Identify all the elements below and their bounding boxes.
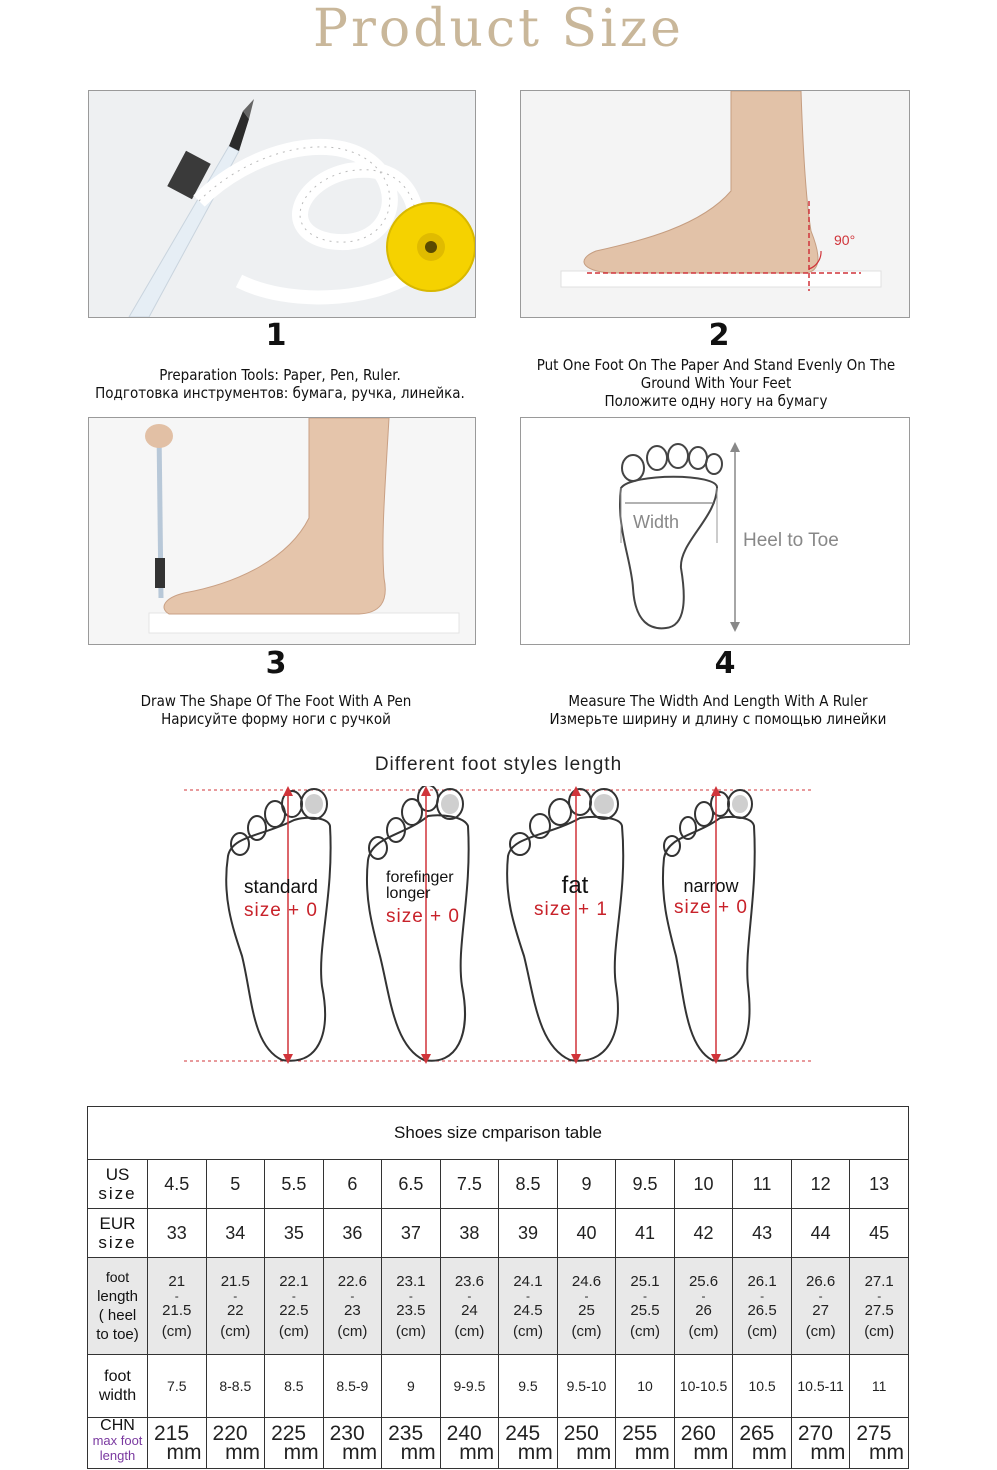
chn-size-cell [850,1418,909,1469]
foot-length-header [88,1258,148,1355]
length-dash: - [291,1288,296,1303]
length-to: 24.5 [513,1301,543,1319]
length-unit: (cm) [805,1322,836,1340]
foot-width-cell: 8.5-9 [323,1355,382,1418]
page-title: Product Size [313,0,684,59]
eur-size-cell: 37 [382,1209,441,1258]
step-1-text [40,366,520,402]
foot-length-cell [791,1258,850,1355]
foot-side-view-illustration [521,91,909,317]
foot-length-cell [733,1258,792,1355]
foot-measure-diagram [521,418,909,644]
us-label-bottom: size [98,1184,137,1203]
length-from: 26.6 [806,1272,836,1290]
step-3-number: 3 [265,646,287,681]
length-unit: (cm) [864,1322,895,1340]
length-from: 21 [168,1272,186,1290]
table-row-foot-width [88,1355,909,1418]
eur-size-cell: 36 [323,1209,382,1258]
foot-name-standard: standard [244,877,318,898]
table-row-us-size [88,1160,909,1209]
foot-length-cell [499,1258,558,1355]
chn-value: 225 [271,1422,307,1445]
length-from: 23.1 [396,1272,426,1290]
us-size-cell: 7.5 [440,1160,499,1209]
foot-outline-fat [504,786,634,1066]
length-dash: - [584,1288,589,1303]
foot-styles-guides [0,780,997,1080]
length-label-4: to toe) [96,1326,139,1343]
length-from: 25.1 [630,1272,660,1290]
length-from: 23.6 [454,1272,485,1290]
step-1-number: 1 [265,318,287,353]
us-size-cell: 6 [323,1160,382,1209]
length-from: 25.6 [688,1272,719,1290]
foot-name-fat: fat [561,872,589,899]
foot-length-cell [323,1258,382,1355]
foot-width-cell: 8.5 [265,1355,324,1418]
step-4-text [500,692,936,728]
drawing-foot-illustration [89,418,475,644]
length-from: 26.1 [747,1272,777,1290]
step-3-line-2: Нарисуйте форму ноги с ручкой [161,710,391,728]
step-4-line-2: Измерьте ширину и длину с помощью линейки [549,710,887,728]
step-4-image [520,417,910,645]
step-2-line-1: Put One Foot On The Paper And Stand Evenly On The [536,356,896,374]
chn-value: 215 [154,1422,190,1445]
chn-unit: mm [576,1441,612,1464]
chn-header [88,1418,148,1469]
chn-size-cell [323,1418,382,1469]
length-to: 25 [578,1301,595,1319]
us-size-cell: 6.5 [382,1160,441,1209]
length-dash: - [643,1288,648,1303]
eur-size-cell: 45 [850,1209,909,1258]
eur-size-cell: 40 [557,1209,616,1258]
length-to: 25.5 [630,1301,660,1319]
chn-size-cell [674,1418,733,1469]
chn-unit: mm [225,1441,261,1464]
length-dash: - [233,1288,238,1303]
length-to: 21.5 [162,1301,192,1319]
us-size-cell: 13 [850,1160,909,1209]
chn-unit: mm [693,1441,729,1464]
chn-size-cell [733,1418,792,1469]
length-dash: - [760,1288,765,1303]
step-2-line-2: Ground With Your Feet [640,374,792,392]
foot-length-cell [440,1258,499,1355]
length-from: 21.5 [220,1272,250,1290]
table-caption: Shoes size cmparison table [88,1107,909,1160]
step-4-line-1: Measure The Width And Length With A Ruler [568,692,868,710]
eur-size-cell: 33 [148,1209,207,1258]
length-dash: - [525,1288,530,1303]
foot-width-header [88,1355,148,1418]
foot-styles-title: Different foot styles length [374,754,623,775]
length-from: 22.6 [337,1272,367,1290]
chn-value: 220 [212,1422,248,1445]
length-unit: (cm) [454,1322,485,1340]
width-label-bottom: width [98,1387,137,1404]
chn-value: 260 [680,1422,716,1445]
foot-length-cell [148,1258,207,1355]
length-unit: (cm) [688,1322,719,1340]
length-to: 23.5 [396,1301,426,1319]
foot-length-cell [674,1258,733,1355]
eur-size-cell: 39 [499,1209,558,1258]
us-size-cell: 10 [674,1160,733,1209]
foot-outline-standard [222,786,342,1066]
foot-width-cell: 8-8.5 [206,1355,265,1418]
foot-width-cell: 9 [382,1355,441,1418]
chn-size-cell [148,1418,207,1469]
width-label-top: foot [104,1368,131,1385]
step-1-line-1: Preparation Tools: Paper, Pen, Ruler. [159,366,401,384]
us-size-cell: 4.5 [148,1160,207,1209]
us-label-top: US [105,1165,130,1184]
us-size-cell: 5 [206,1160,265,1209]
foot-width-cell: 9.5-10 [557,1355,616,1418]
chn-size-cell [557,1418,616,1469]
length-to: 27.5 [864,1301,894,1319]
table-row-eur-size [88,1209,909,1258]
length-unit: (cm) [278,1322,309,1340]
length-dash: - [818,1288,823,1303]
step-2-text [500,356,932,410]
eur-size-cell: 42 [674,1209,733,1258]
length-to: 23 [344,1301,361,1319]
step-4-number: 4 [714,646,736,681]
chn-unit: mm [634,1441,670,1464]
foot-name-forefinger-longer: forefinger longer [386,869,454,902]
length-unit: (cm) [161,1322,192,1340]
foot-length-cell [382,1258,441,1355]
length-label-2: length [97,1288,138,1305]
length-unit: (cm) [571,1322,602,1340]
length-dash: - [467,1288,472,1303]
chn-value: 265 [739,1422,775,1445]
foot-name-narrow: narrow [683,876,739,896]
chn-unit: mm [517,1441,553,1464]
length-from: 24.1 [513,1272,543,1290]
us-size-cell: 12 [791,1160,850,1209]
eur-size-cell: 44 [791,1209,850,1258]
length-from: 24.6 [571,1272,602,1290]
step-2-image [520,90,910,318]
foot-size-standard: size + 0 [243,900,318,921]
foot-size-forefinger-longer: size + 0 [385,906,460,927]
chn-value: 245 [505,1422,541,1445]
angle-label: 90° [834,232,856,248]
length-from: 27.1 [864,1272,894,1290]
length-dash: - [877,1288,882,1303]
size-comparison-table [87,1106,909,1469]
table-row-chn [88,1418,909,1469]
us-size-cell: 5.5 [265,1160,324,1209]
us-size-header [88,1160,148,1209]
length-to: 26 [695,1301,712,1319]
eur-size-cell: 34 [206,1209,265,1258]
foot-width-cell: 11 [850,1355,909,1418]
chn-unit: mm [342,1441,378,1464]
step-3-image [88,417,476,645]
foot-length-cell [850,1258,909,1355]
chn-size-cell [440,1418,499,1469]
length-dash: - [701,1288,706,1303]
length-unit: (cm) [395,1322,426,1340]
eur-size-cell: 43 [733,1209,792,1258]
chn-value: 240 [446,1422,482,1445]
length-unit: (cm) [512,1322,543,1340]
foot-width-cell: 10.5 [733,1355,792,1418]
length-unit: (cm) [747,1322,778,1340]
chn-unit: mm [869,1441,904,1464]
length-dash: - [174,1288,179,1303]
chn-unit: mm [751,1441,787,1464]
eur-size-cell: 35 [265,1209,324,1258]
length-to: 22.5 [279,1301,309,1319]
chn-label: CHN [100,1417,135,1434]
step-3-text [60,692,492,728]
tape-measure-pen-illustration [89,91,475,317]
chn-unit: mm [810,1441,846,1464]
us-size-cell: 9.5 [616,1160,675,1209]
chn-sub-bottom: length [99,1448,136,1463]
chn-unit: mm [400,1441,436,1464]
chn-size-cell [499,1418,558,1469]
chn-size-cell [616,1418,675,1469]
foot-width-cell: 10.5-11 [791,1355,850,1418]
eur-size-header [88,1209,148,1258]
foot-width-cell: 9-9.5 [440,1355,499,1418]
foot-length-cell [265,1258,324,1355]
table-row-foot-length [88,1258,909,1355]
chn-size-cell [382,1418,441,1469]
eur-label-top: EUR [99,1214,136,1233]
foot-width-cell: 7.5 [148,1355,207,1418]
us-size-cell: 11 [733,1160,792,1209]
foot-outline-narrow [658,786,768,1066]
chn-value: 250 [563,1422,599,1445]
length-unit: (cm) [337,1322,368,1340]
width-label: Width [633,512,680,532]
step-3-line-1: Draw The Shape Of The Foot With A Pen [140,692,412,710]
eur-label-bottom: size [98,1233,137,1252]
length-to: 26.5 [747,1301,777,1319]
us-size-cell: 9 [557,1160,616,1209]
length-to: 24 [461,1301,478,1319]
length-dash: - [350,1288,355,1303]
us-size-cell: 8.5 [499,1160,558,1209]
chn-value: 270 [797,1422,833,1445]
chn-size-cell [791,1418,850,1469]
chn-unit: mm [459,1441,495,1464]
foot-length-cell [616,1258,675,1355]
length-to: 27 [812,1301,829,1319]
foot-width-cell: 10-10.5 [674,1355,733,1418]
length-label-3: ( heel [98,1307,137,1324]
length-unit: (cm) [630,1322,661,1340]
step-1-image [88,90,476,318]
foot-length-cell [206,1258,265,1355]
length-to: 22 [226,1301,244,1319]
chn-size-cell [206,1418,265,1469]
chn-value: 230 [329,1422,365,1445]
foot-size-narrow: size + 0 [673,897,748,918]
chn-unit: mm [283,1441,319,1464]
chn-value: 275 [856,1422,892,1445]
length-from: 22.1 [279,1272,309,1290]
heel-to-toe-label: Heel to Toe [743,530,839,551]
chn-unit: mm [166,1441,202,1464]
foot-width-cell: 10 [616,1355,675,1418]
length-unit: (cm) [220,1322,251,1340]
foot-size-fat: size + 1 [533,899,608,920]
foot-width-cell: 9.5 [499,1355,558,1418]
step-2-line-3: Положите одну ногу на бумагу [604,392,828,410]
step-2-number: 2 [708,318,730,353]
eur-size-cell: 41 [616,1209,675,1258]
length-dash: - [408,1288,413,1303]
step-1-line-2: Подготовка инструментов: бумага, ручка, линейка. [95,384,465,402]
chn-value: 235 [388,1422,424,1445]
eur-size-cell: 38 [440,1209,499,1258]
chn-value: 255 [622,1422,658,1445]
foot-length-cell [557,1258,616,1355]
chn-size-cell [265,1418,324,1469]
chn-sub-top: max foot [92,1433,143,1448]
length-label-1: foot [105,1269,130,1285]
